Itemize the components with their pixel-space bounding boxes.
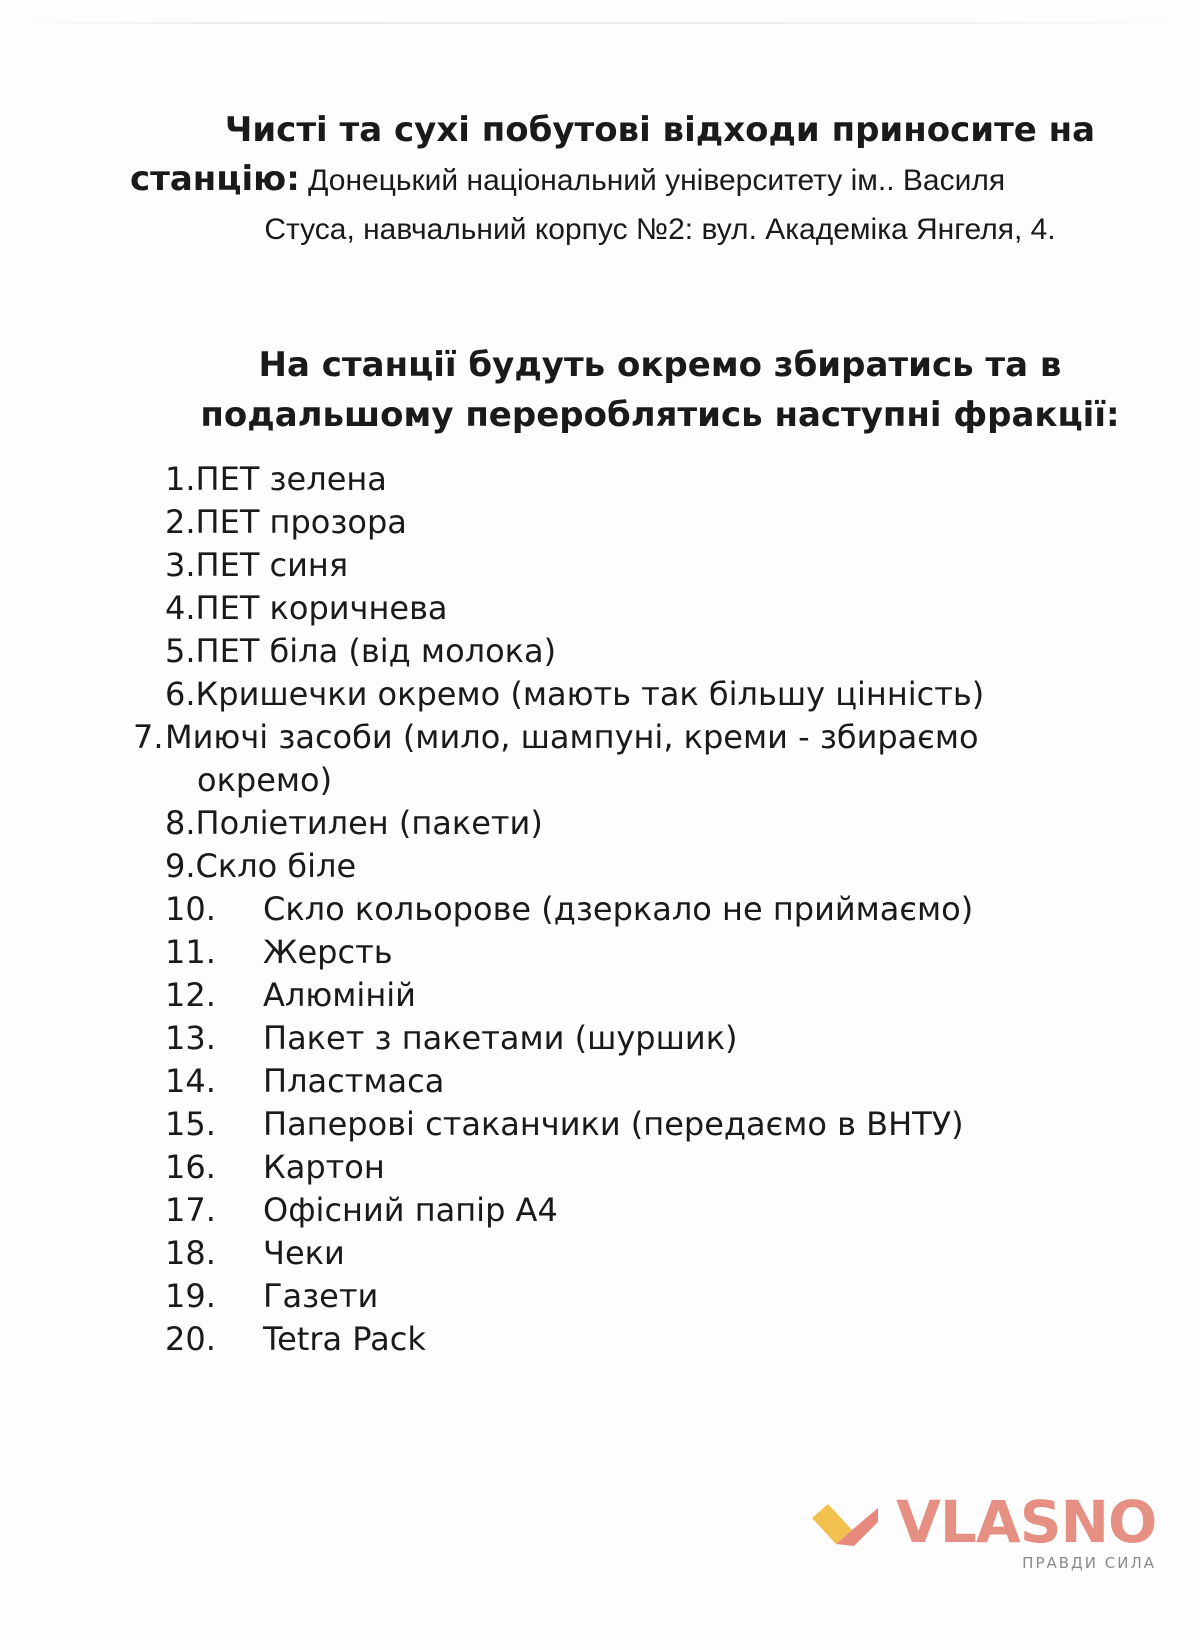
item-number: 13. [165, 1019, 216, 1057]
intro-block [130, 106, 1190, 254]
item-number: 16. [165, 1148, 216, 1186]
list-item [165, 1189, 1165, 1232]
item-text: Картон [263, 1148, 385, 1186]
item-number: 3. [165, 546, 196, 584]
list-item [165, 587, 1165, 630]
list-item: 7.Миючі засоби (мило, шампуні, креми - збираємо окремо) [133, 718, 979, 799]
scan-edge [20, 22, 1180, 24]
item-number: 5. [165, 632, 196, 670]
item-number: 10. [165, 890, 216, 928]
fractions-list [133, 458, 1165, 1361]
intro-line-2 [130, 154, 1190, 206]
item-text: ПЕТ біла (від молока) [195, 632, 557, 670]
item-text: Офісний папір А4 [263, 1191, 558, 1229]
item-number: 2. [165, 503, 196, 541]
item-number: 20. [165, 1320, 216, 1358]
item-text: Пластмаса [263, 1062, 445, 1100]
item-number: 19. [165, 1277, 216, 1315]
item-text: Чеки [263, 1234, 345, 1272]
item-text: Скло біле [195, 847, 357, 885]
list-item [165, 501, 1165, 544]
list-item [165, 845, 1165, 888]
item-text: Скло кольорове (дзеркало не приймаємо) [263, 890, 974, 928]
logo-tagline: ПРАВДИ СИЛА [1022, 1554, 1156, 1572]
item-number: 14. [165, 1062, 216, 1100]
item-text: Кришечки окремо (мають так більшу цінність) [195, 675, 985, 713]
item-number: 17. [165, 1191, 216, 1229]
item-text: Миючі засоби (мило, шампуні, креми - збираємо окремо) [165, 718, 979, 799]
item-text: ПЕТ зелена [195, 460, 387, 498]
item-number: 8. [165, 804, 196, 842]
item-text: Жерсть [263, 933, 393, 971]
item-text: ПЕТ коричнева [195, 589, 448, 627]
item-number: 18. [165, 1234, 216, 1272]
list-item [165, 1232, 1165, 1275]
item-text: Поліетилен (пакети) [195, 804, 543, 842]
vlasno-mark-icon [810, 1500, 880, 1550]
item-number: 11. [165, 933, 216, 971]
item-text: Пакет з пакетами (шуршик) [263, 1019, 738, 1057]
list-item [165, 1318, 1165, 1361]
item-text: Алюміній [263, 976, 416, 1014]
item-text: Газети [263, 1277, 379, 1315]
list-item [165, 1146, 1165, 1189]
item-text: Tetra Pack [263, 1320, 426, 1358]
list-item [165, 931, 1165, 974]
list-item [165, 544, 1165, 587]
item-number: 6. [165, 675, 196, 713]
list-item [165, 1103, 1165, 1146]
list-item [165, 630, 1165, 673]
intro-line-2-rest: Донецький національний університету ім.. Василя [299, 164, 1006, 197]
logo-wordmark: VLASNO [896, 1488, 1157, 1556]
heading-line-2: подальшому перероблятись наступні фракції: [200, 395, 1120, 435]
list-item [165, 458, 1165, 501]
list-item [165, 1060, 1165, 1103]
list-item [165, 1275, 1165, 1318]
intro-line-3: Стуса, навчальний корпус №2: вул. Академіка Янгеля, 4. [264, 213, 1056, 246]
list-item [165, 1017, 1165, 1060]
heading-line-1: На станції будуть окремо збиратись та в [258, 345, 1062, 385]
intro-line-2-bold: станцію: [130, 159, 300, 199]
vlasno-logo [810, 1488, 1170, 1574]
item-number: 1. [165, 460, 196, 498]
item-text: ПЕТ синя [195, 546, 349, 584]
intro-line-1: Чисті та сухі побутові відходи приносите на [224, 110, 1096, 150]
list-item [165, 673, 1165, 716]
item-number: 4. [165, 589, 196, 627]
item-text: Паперові стаканчики (передаємо в ВНТУ) [263, 1105, 964, 1143]
list-item [165, 802, 1165, 845]
list-item [165, 974, 1165, 1017]
item-number: 15. [165, 1105, 216, 1143]
fractions-heading [130, 340, 1190, 440]
item-number: 9. [165, 847, 196, 885]
item-text: ПЕТ прозора [195, 503, 407, 541]
item-number: 12. [165, 976, 216, 1014]
list-item [165, 888, 1165, 931]
